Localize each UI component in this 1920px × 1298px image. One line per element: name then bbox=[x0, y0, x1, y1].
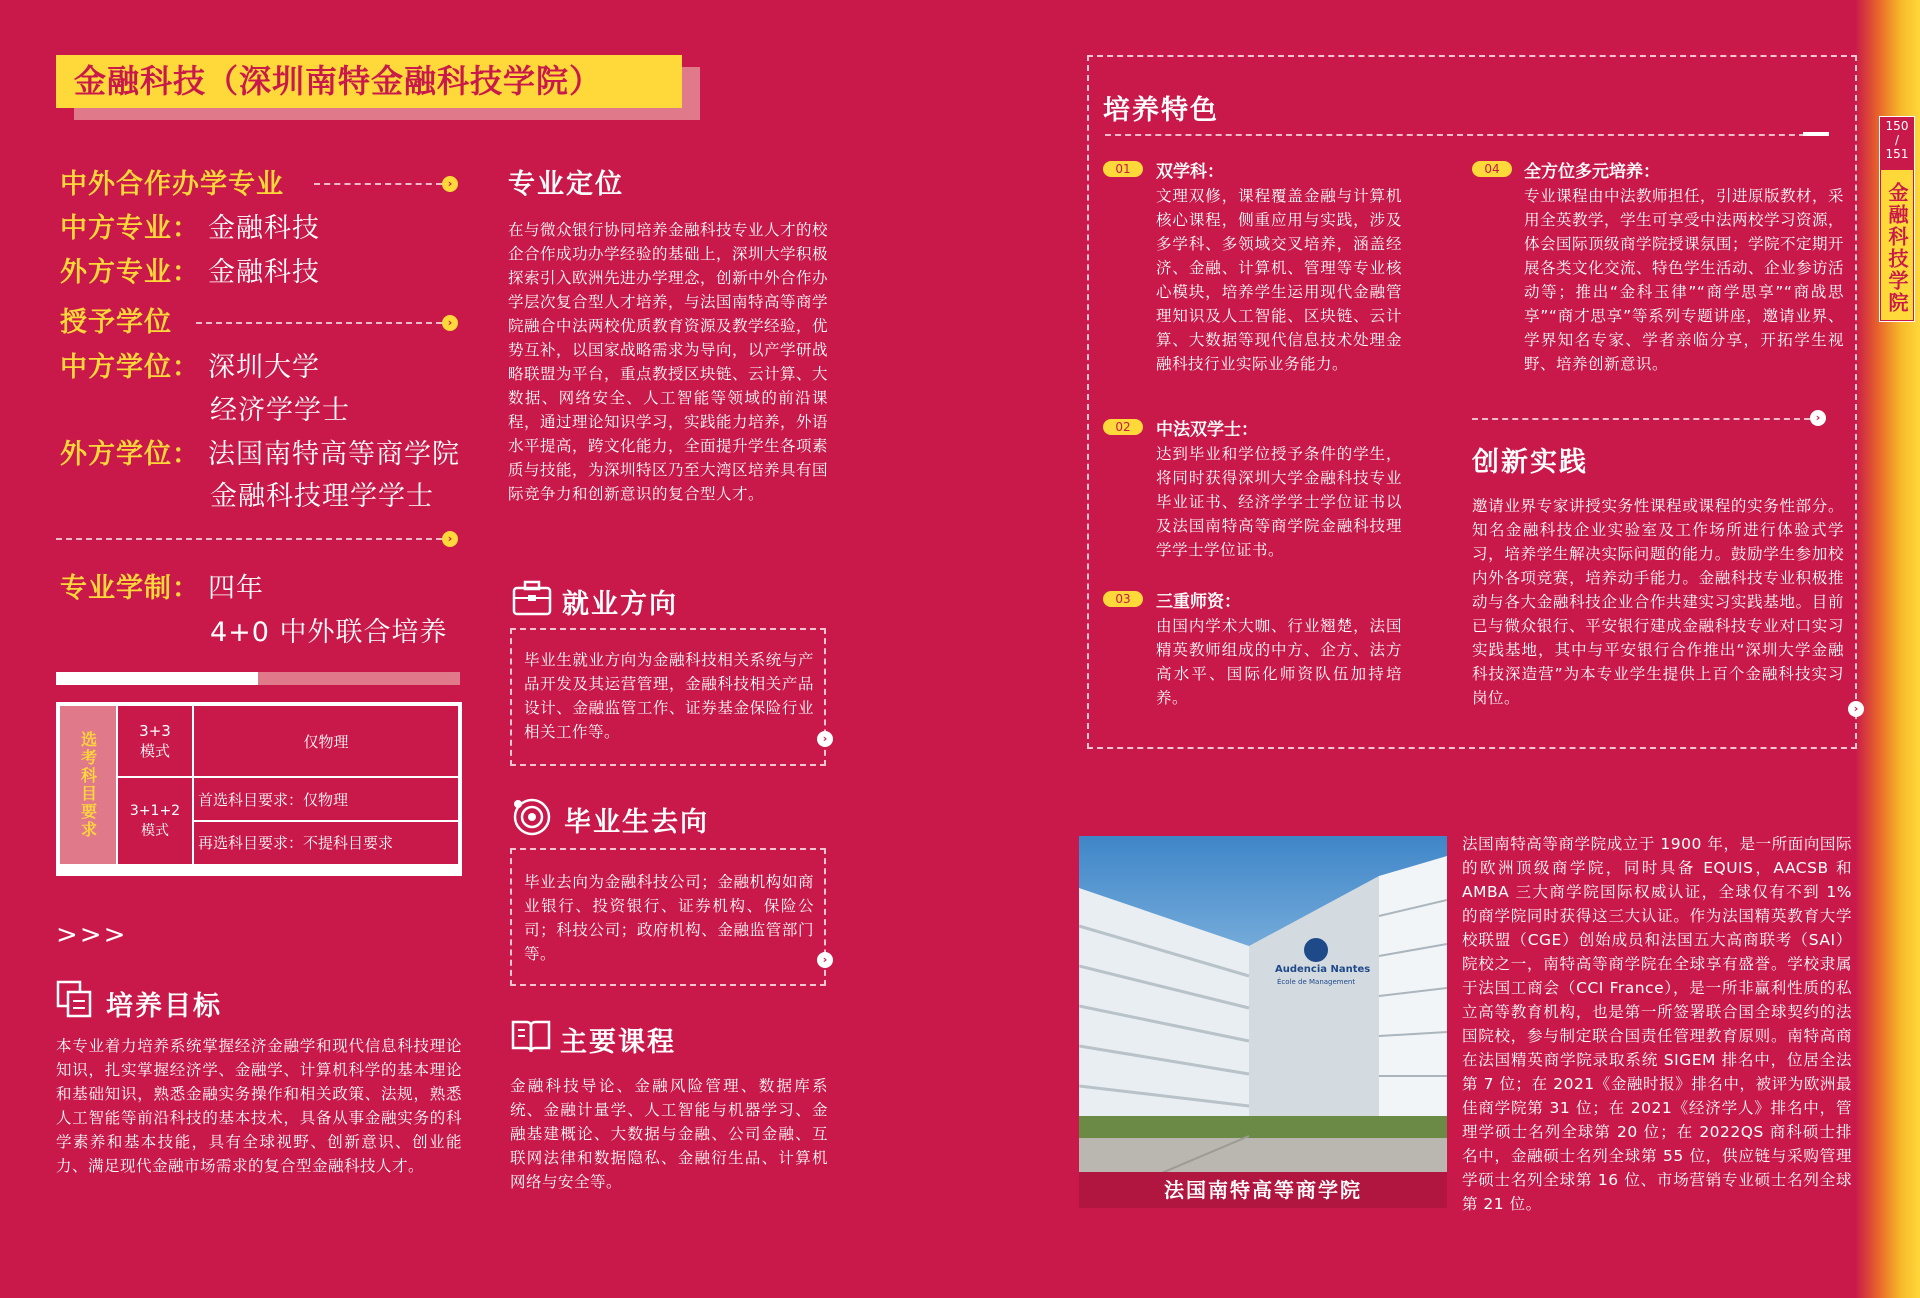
feature-number-badge: 03 bbox=[1103, 591, 1143, 607]
subject-side-label: 选考科目要求 bbox=[78, 731, 98, 839]
feature-text: 由国内学术大咖、行业翘楚，法国精英教师组成的中方、企方、法方高水平、国际化师资队伍加持培养。 bbox=[1156, 617, 1402, 707]
feature-text: 达到毕业和学位授予条件的学生，将同时获得深圳大学金融科技专业毕业证书、经济学学士学位证书以及法国南特高等商学院金融科技理学学士学位证书。 bbox=[1156, 445, 1402, 559]
feature-number-badge: 02 bbox=[1103, 419, 1143, 435]
feature-4-arrow-icon[interactable]: › bbox=[1810, 410, 1826, 426]
degree-arrow-icon: › bbox=[442, 315, 458, 331]
subject-table bbox=[56, 702, 462, 876]
destination-text: 毕业去向为金融科技公司；金融机构如商业银行、投资银行、证券机构、保险公司；科技公司；政府机构、金融监管部门等。 bbox=[524, 873, 814, 963]
mode1-label: 3+3 模式 bbox=[117, 705, 193, 777]
degree-bottom-divider bbox=[56, 538, 442, 540]
target-icon bbox=[510, 796, 554, 842]
audencia-text: 法国南特高等商学院成立于 1900 年，是一所面向国际的欧洲顶级商学院，同时具备 EQUIS，AACSB 和 AMBA 三大商学院国际权威认证，全球仅有不到 1% 的商学院同时获得这三大认证。作为法国精英教育大学校联盟（CGE）创始成员和法国五大高商联考（SAI）院校之一，南特高等商学院在全球享有盛誉。学校隶属于法国工商会（CCI France），是一所非赢利性质的私立高等教育机构，也是第一所签署联合国全球契约的法国院校，参与制定联合国责任管理教育原则。南特高商在法国精英商学院录取系统 SIGEM 排名中，位居全法第 7 位；在 2021《金融时报》排名中，被评为欧洲最佳商学院第 31 位；在 2021《经济学人》排名中，管理学硕士名列全球第 20 位；在 2022QS 商科硕士排名中，金融硕士名列全球第 55 位，供应链与采购管理学硕士名列全球第 16 位、市场营销专业硕士名列全球第 21 位。 bbox=[1462, 835, 1852, 1213]
page-number-sep: / bbox=[1894, 133, 1900, 147]
building-sub-sign: École de Management bbox=[1277, 978, 1356, 986]
duration-line2: 4+0 中外联合培养 bbox=[210, 617, 448, 648]
mode2-label: 3+1+2 模式 bbox=[117, 777, 193, 865]
features-heading: 培养特色 bbox=[1103, 95, 1219, 126]
foreign-degree-line2: 金融科技理学学士 bbox=[210, 481, 434, 512]
courses-text: 金融科技导论、金融风险管理、数据库系统、金融计量学、人工智能与机器学习、金融基建概论、大数据与金融、公司金融、互联网法律和数据隐私、金融衍生品、计算机网络与安全等。 bbox=[510, 1077, 828, 1191]
duration-line1: 四年 bbox=[208, 573, 264, 604]
feature-title: 三重师资： bbox=[1156, 592, 1241, 612]
building-sign: Audencia Nantes bbox=[1275, 964, 1371, 975]
chevron-icon: >>> bbox=[56, 920, 128, 950]
goal-icon bbox=[56, 980, 94, 1022]
feature-title: 双学科： bbox=[1156, 162, 1224, 182]
degree-divider bbox=[196, 322, 442, 324]
degree-bottom-arrow-icon: › bbox=[442, 531, 458, 547]
positioning-heading: 专业定位 bbox=[508, 169, 624, 200]
courses-heading: 主要课程 bbox=[560, 1027, 676, 1058]
cn-major-value: 金融科技 bbox=[208, 213, 320, 244]
page-title: 金融科技（深圳南特金融科技学院） bbox=[56, 55, 682, 108]
program-heading: 中外合作办学专业 bbox=[60, 169, 284, 200]
cn-degree-label: 中方学位： bbox=[60, 352, 200, 383]
goal-text: 本专业着力培养系统掌握经济金融学和现代信息科技理论知识，扎实掌握经济学、金融学、计算机科学的基本理论和基础知识，熟悉金融实务操作和相关政策、法规，熟悉人工智能等前沿科技的基本技术，具备从事金融实务的科学素养和基本技能，具有全球视野、创新意识、创业能力、满足现代金融市场需求的复合型金融科技人才。 bbox=[56, 1037, 462, 1175]
mode2-second: 再选科目要求：不提科目要求 bbox=[198, 834, 394, 852]
goal-heading: 培养目标 bbox=[106, 991, 222, 1022]
positioning-text: 在与微众银行协同培养金融科技专业人才的校企合作成功办学经验的基础上，深圳大学积极探索引入欧洲先进办学理念，创新中外合作办学层次复合型人才培养，与法国南特高等商学院融合中法两校优质教育资源及教学经验，优势互补，以国家战略需求为导向，以产学研战略联盟为平台，重点教授区块链、云计算、大数据、网络安全、人工智能等领域的前沿课程，通过理论知识学习，实践能力培养，外语水平提高，跨文化能力，全面提升学生各项素质与技能，为深圳特区乃至大湾区培养具有国际竞争力和创新意识的复合型人才。 bbox=[508, 221, 829, 503]
duration-label: 专业学制： bbox=[60, 573, 200, 604]
photo-caption: 法国南特高等商学院 bbox=[1079, 1172, 1447, 1208]
cn-major-label: 中方专业： bbox=[60, 213, 200, 244]
foreign-degree-label: 外方学位： bbox=[60, 439, 200, 470]
side-tab-label: 金融科技学院 bbox=[1881, 170, 1913, 320]
destination-arrow-icon[interactable]: › bbox=[817, 952, 833, 968]
foreign-major-value: 金融科技 bbox=[208, 257, 320, 288]
briefcase-icon bbox=[512, 580, 552, 620]
destination-heading: 毕业生去向 bbox=[564, 807, 709, 838]
feature-text: 文理双修，课程覆盖金融与计算机核心课程，侧重应用与实践，涉及多学科、多领域交叉培养，涵盖经济、金融、计算机、管理等专业核心模块，培养学生运用现代金融管理知识及人工智能、区块链、云计算、大数据等现代信息技术处理金融科技行业实际业务能力。 bbox=[1156, 187, 1402, 373]
program-divider bbox=[314, 183, 442, 185]
feature-4-divider bbox=[1472, 418, 1810, 420]
page-number-top: 150 bbox=[1885, 119, 1909, 133]
features-divider-end bbox=[1803, 132, 1829, 136]
page-number-bottom: 151 bbox=[1885, 147, 1909, 161]
innovation-heading: 创新实践 bbox=[1472, 447, 1588, 478]
feature-text: 专业课程由中法教师担任，引进原版教材，采用全英教学，学生可享受中法两校学习资源，体会国际顶级商学院授课氛围；学院不定期开展各类文化交流、特色学生活动、企业参访活动等；推出“金科玉律”“商学思享”“商战思享”“商才思享”等系列专题讲座，邀请业界、学界知名专家、学者亲临分享，开拓学生视野、培养创新意识。 bbox=[1524, 187, 1845, 373]
cn-degree-line2: 经济学学士 bbox=[210, 395, 350, 426]
mode1-value: 仅物理 bbox=[193, 705, 459, 777]
feature-title: 全方位多元培养： bbox=[1524, 162, 1660, 182]
employment-arrow-icon[interactable]: › bbox=[817, 731, 833, 747]
feature-number-badge: 01 bbox=[1103, 161, 1143, 177]
feature-title: 中法双学士： bbox=[1156, 420, 1258, 440]
features-divider bbox=[1105, 134, 1805, 136]
school-photo bbox=[1079, 836, 1447, 1208]
cn-degree-line1: 深圳大学 bbox=[208, 352, 320, 383]
employment-heading: 就业方向 bbox=[562, 589, 678, 620]
innovation-arrow-icon[interactable]: › bbox=[1848, 701, 1864, 717]
employment-text: 毕业生就业方向为金融科技相关系统与产品开发及其运营管理，金融科技相关产品设计、金融监管工作、证券基金保险行业相关工作等。 bbox=[524, 651, 814, 741]
mode2-first: 首选科目要求：仅物理 bbox=[194, 778, 458, 822]
feature-number-badge: 04 bbox=[1472, 161, 1512, 177]
decor-bar bbox=[56, 672, 460, 685]
foreign-major-label: 外方专业： bbox=[60, 257, 200, 288]
book-icon bbox=[510, 1018, 552, 1058]
program-arrow-icon: › bbox=[442, 176, 458, 192]
innovation-text: 邀请业界专家讲授实务性课程或课程的实务性部分。知名金融科技企业实验室及工作场所进行体验式学习，培养学生解决实际问题的能力。鼓励学生参加校内外各项竞赛，培养动手能力。金融科技专业积极推动与各大金融科技企业合作共建实习实践基地。目前已与微众银行、平安银行建成金融科技专业对口实习实践基地，其中与平安银行合作推出“深圳大学金融科技深造营”为本专业学生提供上百个金融科技实习岗位。 bbox=[1472, 497, 1844, 707]
foreign-degree-line1: 法国南特高等商学院 bbox=[208, 439, 460, 470]
degree-heading: 授予学位 bbox=[60, 307, 172, 338]
